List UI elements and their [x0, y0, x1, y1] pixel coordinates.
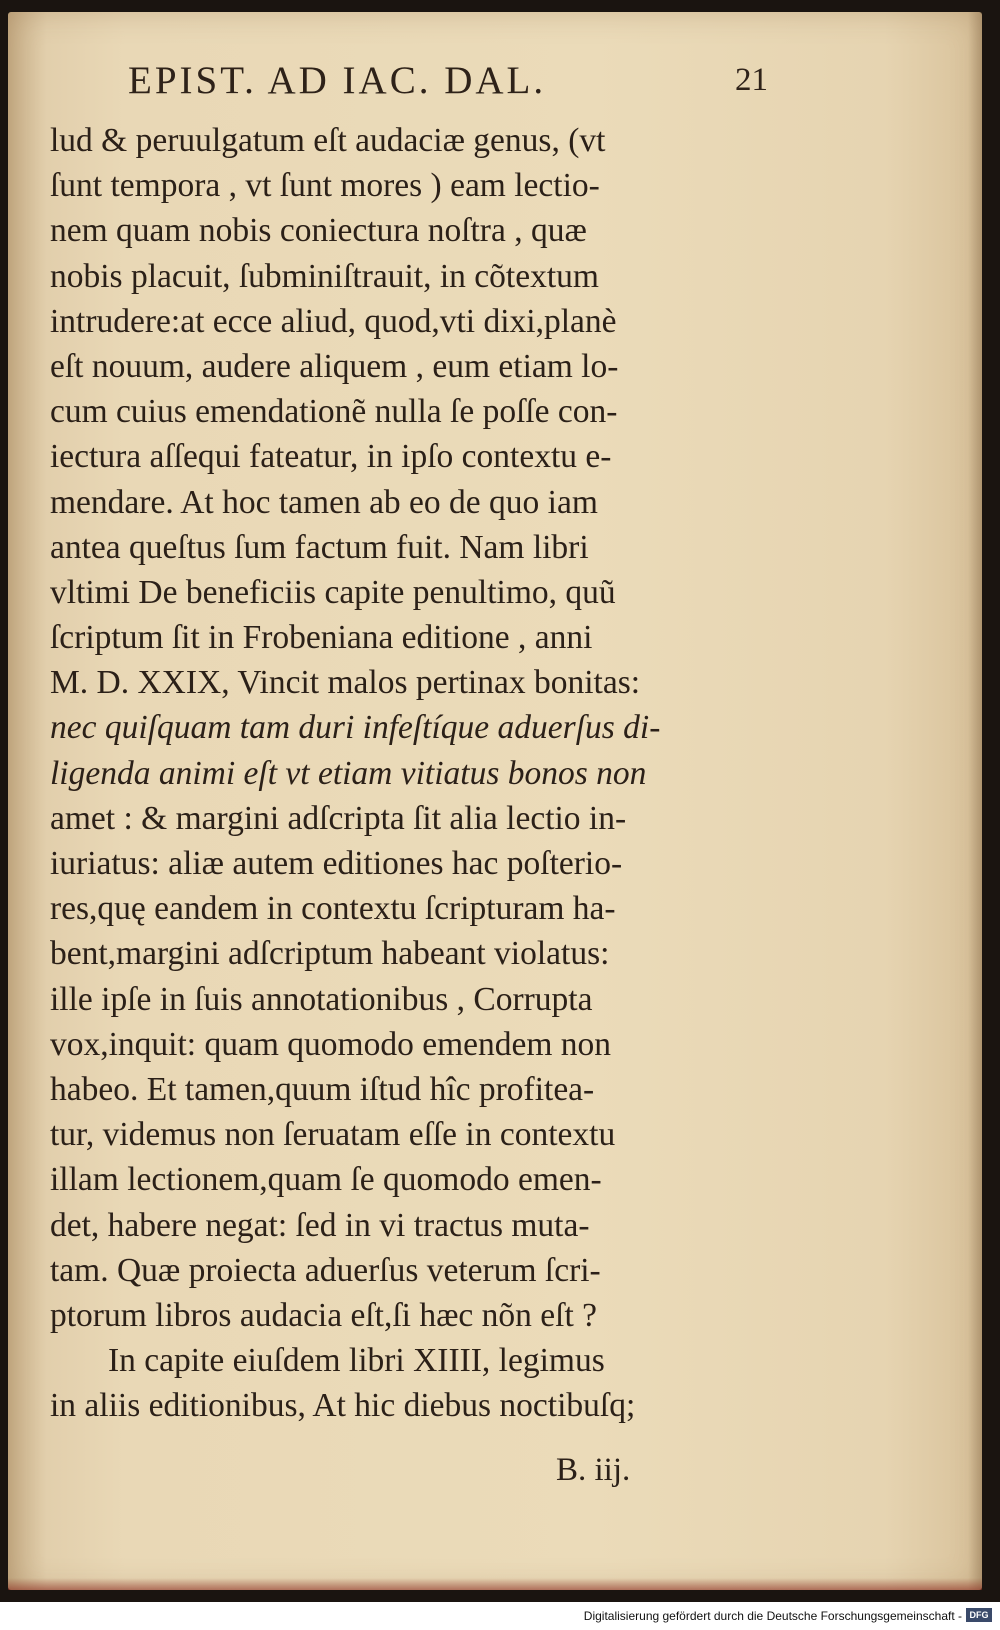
- text-line: tam. Quæ proiecta aduerſus veterum ſcri-: [50, 1251, 601, 1289]
- running-head: [128, 58, 768, 108]
- page-number: 21: [735, 62, 768, 98]
- text-line: cum cuius emendationẽ nulla ſe poſſe con-: [50, 393, 618, 431]
- text-line: iectura aſſequi fateatur, in ipſo contextu e-: [50, 438, 612, 476]
- text-line: M. D. XXIX, Vincit malos pertinax bonitas:: [50, 664, 641, 702]
- funding-credit: Digitalisierung gefördert durch die Deutsche Forschungsgemeinschaft -: [583, 1609, 962, 1623]
- signature-mark: B. iij.: [556, 1452, 631, 1488]
- text-line: tur, videmus non ſeruatam eſſe in contextu: [50, 1116, 616, 1154]
- text-line: In capite eiuſdem libri XIIII, legimus: [108, 1342, 605, 1380]
- footer-bar: [0, 1602, 1000, 1630]
- text-line: ligenda animi eſt vt etiam vitiatus bonos non: [50, 754, 647, 792]
- text-line: eſt nouum, audere aliquem , eum etiam lo-: [50, 347, 619, 385]
- text-line: ptorum libros audacia eſt,ſi hæc nõn eſt ?: [50, 1296, 598, 1334]
- text-line: ille ipſe in ſuis annotationibus , Corrupta: [50, 980, 593, 1018]
- text-line: antea queſtus ſum factum fuit. Nam libri: [50, 528, 589, 566]
- text-line: illam lectionem,quam ſe quomodo emen-: [50, 1161, 602, 1199]
- page-edge-shadow: [968, 12, 982, 1590]
- text-line: vltimi De beneficiis capite penultimo, quũ: [50, 573, 616, 611]
- text-line: nec quiſquam tam duri infeſtíque aduerſus di-: [50, 709, 661, 747]
- text-line: in aliis editionibus, At hic diebus noctibuſq;: [50, 1387, 636, 1425]
- body-text: [50, 118, 750, 1428]
- running-title: EPIST. AD IAC. DAL.: [128, 59, 547, 102]
- text-line: iuriatus: aliæ autem editiones hac poſterio-: [50, 845, 623, 882]
- text-line: vox,inquit: quam quomodo emendem non: [50, 1025, 612, 1063]
- text-line: ſunt tempora , vt ſunt mores ) eam lectio-: [50, 167, 600, 205]
- text-line: det, habere negat: ſed in vi tractus muta-: [50, 1206, 590, 1244]
- text-line: mendare. At hoc tamen ab eo de quo iam: [50, 483, 598, 521]
- text-line: nem quam nobis coniectura noſtra , quæ: [50, 212, 587, 250]
- text-line: lud & peruulgatum eſt audaciæ genus, (vt: [50, 122, 606, 159]
- text-line: bent,margini adſcriptum habeant violatus:: [50, 935, 610, 973]
- text-line: intrudere:at ecce aliud, quod,vti dixi,planè: [50, 302, 617, 340]
- dfg-logo: DFG: [966, 1608, 992, 1622]
- text-line: habeo. Et tamen,quum iſtud hîc profitea-: [50, 1070, 595, 1108]
- text-line: nobis placuit, ſubminiſtrauit, in cõtextum: [50, 257, 599, 295]
- page-red-edge: [8, 1578, 982, 1590]
- text-line: amet : & margini adſcripta ſit alia lectio in-: [50, 799, 627, 837]
- text-line: res,quę eandem in contextu ſcripturam ha-: [50, 890, 616, 928]
- text-line: ſcriptum ſit in Frobeniana editione , anni: [50, 619, 593, 657]
